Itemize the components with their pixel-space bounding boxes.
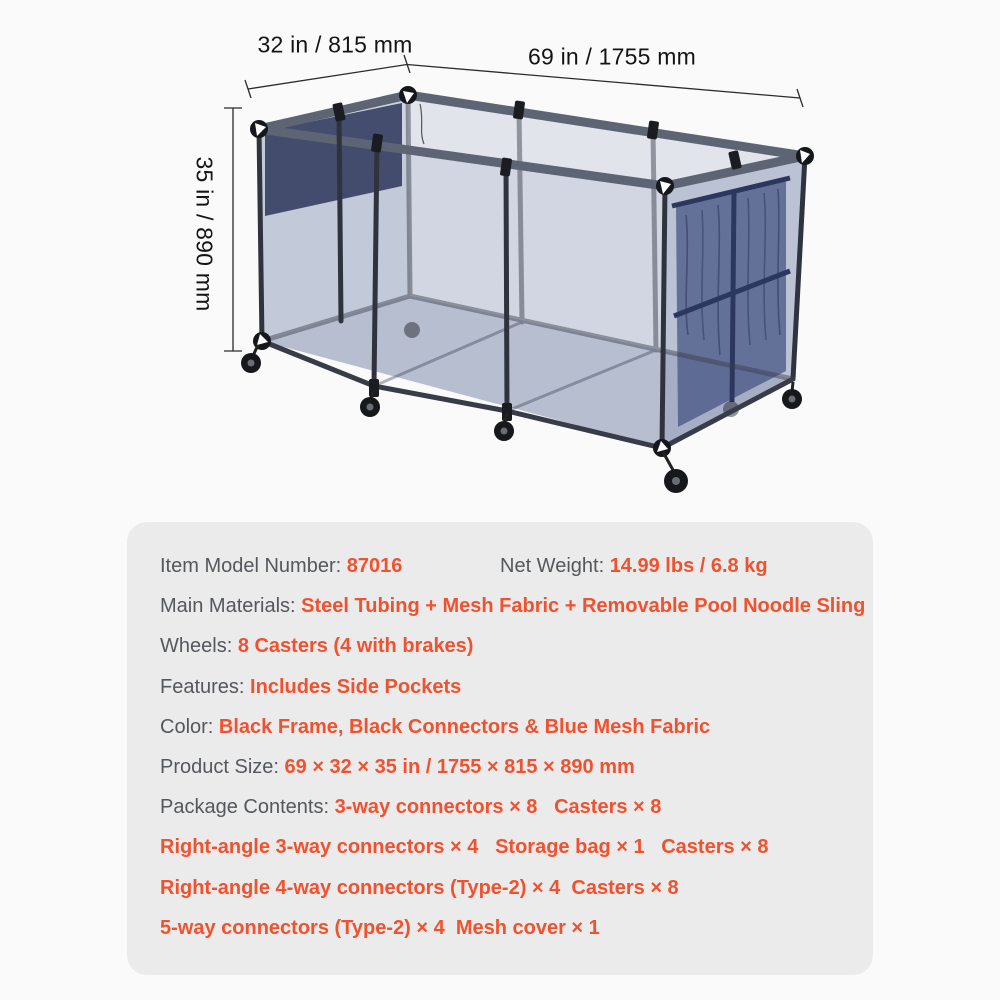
spec-group xyxy=(160,878,679,898)
spec-group xyxy=(160,717,710,737)
spec-value: 69 × 32 × 35 in / 1755 × 815 × 890 mm xyxy=(284,756,635,779)
spec-group xyxy=(160,757,635,777)
spec-row xyxy=(127,707,873,747)
spec-group xyxy=(160,677,461,697)
spec-label: Wheels: xyxy=(160,635,238,658)
spec-label: Main Materials: xyxy=(160,595,302,618)
spec-group xyxy=(160,596,865,616)
spec-group xyxy=(160,636,473,656)
spec-value: Black Frame, Black Connectors & Blue Mesh Fabric xyxy=(218,715,711,738)
dimension-label-length: 69 in / 1755 mm xyxy=(528,43,696,70)
spec-row xyxy=(127,626,873,666)
spec-value: 5-way connectors (Type-2) × 4 Mesh cover × 1 xyxy=(160,916,600,939)
spec-row xyxy=(127,868,873,908)
spec-row xyxy=(127,827,873,867)
spec-row xyxy=(127,747,873,787)
spec-value: Steel Tubing + Mesh Fabric + Removable Pool Noodle Sling xyxy=(301,595,866,618)
spec-label: Color: xyxy=(160,715,219,738)
spec-row xyxy=(127,546,873,586)
spec-group xyxy=(160,556,402,576)
dimension-label-depth: 32 in / 815 mm xyxy=(257,31,413,58)
spec-group xyxy=(500,556,768,576)
spec-value: Includes Side Pockets xyxy=(250,675,462,698)
caster xyxy=(241,345,261,373)
spec-label: Features: xyxy=(160,675,251,698)
spec-label: Item Model Number: xyxy=(160,555,347,578)
spec-group xyxy=(160,918,600,938)
spec-value: 14.99 lbs / 6.8 kg xyxy=(609,555,768,578)
dimension-label-height: 35 in / 890 mm xyxy=(191,156,218,312)
spec-row xyxy=(127,586,873,626)
spec-label: Net Weight: xyxy=(500,555,610,578)
spec-value: 8 Casters (4 with brakes) xyxy=(237,635,474,658)
spec-group xyxy=(160,837,769,857)
spec-value: 87016 xyxy=(346,555,403,578)
spec-row xyxy=(127,908,873,948)
spec-value: 3-way connectors × 8 Casters × 8 xyxy=(334,796,662,819)
caster xyxy=(782,382,802,409)
spec-row xyxy=(127,667,873,707)
caster xyxy=(663,452,688,493)
spec-group xyxy=(160,797,661,817)
spec-row xyxy=(127,787,873,827)
spec-label: Package Contents: xyxy=(160,796,335,819)
spec-panel xyxy=(127,522,873,975)
spec-rows xyxy=(127,546,873,948)
spec-value: Right-angle 4-way connectors (Type-2) × 4 Casters × 8 xyxy=(160,876,679,899)
spec-value: Right-angle 3-way connectors × 4 Storage bag × 1 Casters × 8 xyxy=(160,836,769,859)
spec-label: Product Size: xyxy=(160,756,285,779)
